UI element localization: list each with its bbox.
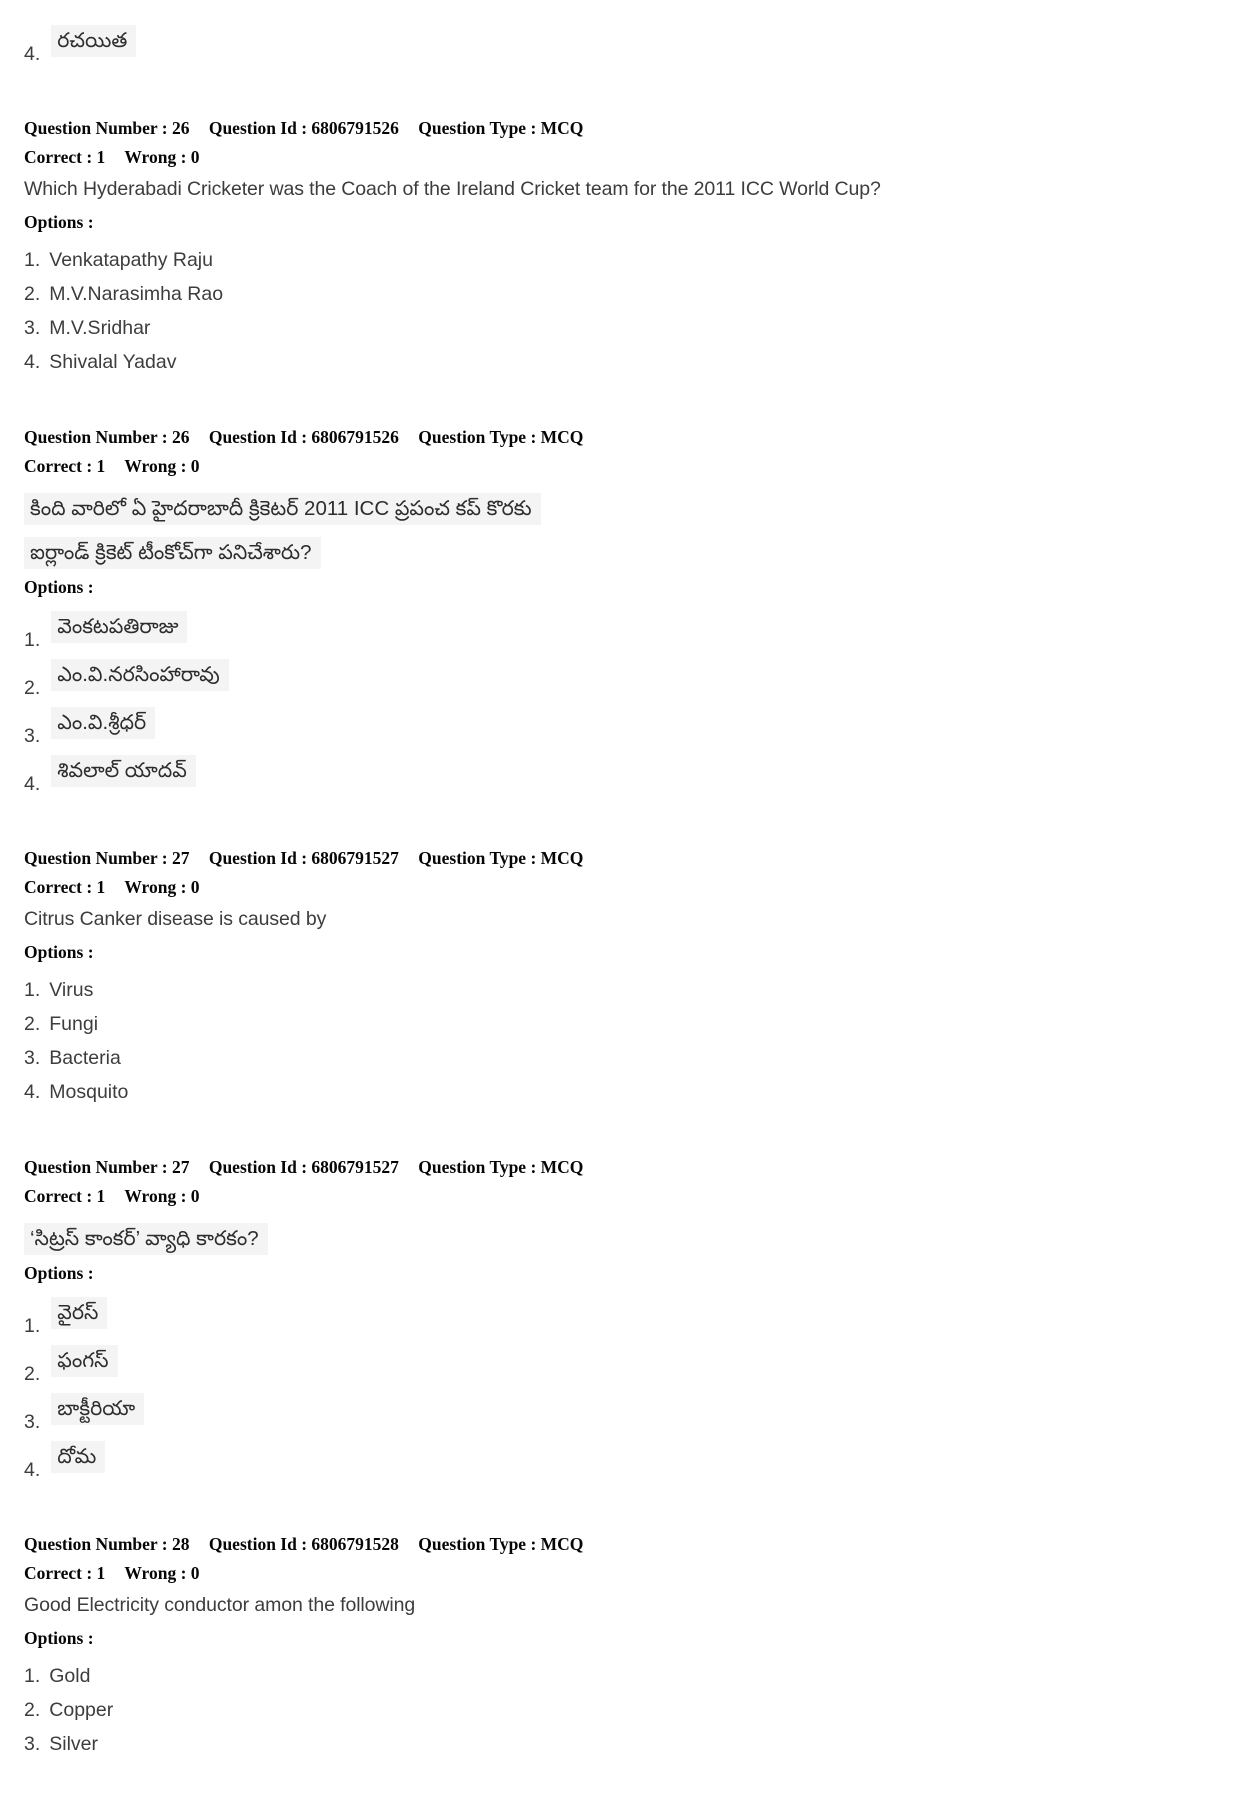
question-text: Which Hyderabadi Cricketer was the Coach of the Ireland Cricket team for the 2011 ICC World Cup? <box>24 178 881 200</box>
option-text-telugu: శివలాల్ యాదవ్ <box>51 755 196 787</box>
option-4 <box>24 1445 1210 1481</box>
question-id-label: Question Id : 6806791526 <box>208 118 399 138</box>
options-label: Options : <box>24 577 94 597</box>
question-text: Citrus Canker disease is caused by <box>24 908 327 930</box>
question-block-26-telugu <box>24 423 1210 794</box>
option-number: 1. <box>24 1315 41 1337</box>
option-text: Copper <box>49 1699 114 1721</box>
option-text: Shivalal Yadav <box>49 351 177 373</box>
options-label: Options : <box>24 212 94 232</box>
question-type-label: Question Type : MCQ <box>418 1534 584 1554</box>
options-label: Options : <box>24 1263 94 1283</box>
marks-line <box>24 452 1210 481</box>
option-number: 1. <box>24 979 41 1001</box>
question-block-26-english <box>24 114 1210 373</box>
option-3 <box>24 1397 1210 1433</box>
question-text-telugu-line-1: కింది వారిలో ఏ హైదరాబాదీ క్రికెటర్ 2011 ICC ప్రపంచ కప్ కొరకు <box>24 493 1210 525</box>
question-meta-line <box>24 1153 1210 1182</box>
option-3 <box>24 1733 1210 1755</box>
option-number: 2. <box>24 677 41 699</box>
option-2 <box>24 1013 1210 1035</box>
question-type-label: Question Type : MCQ <box>418 427 584 447</box>
wrong-marks-label: Wrong : 0 <box>124 1563 200 1583</box>
wrong-marks-label: Wrong : 0 <box>124 1186 200 1206</box>
question-type-label: Question Type : MCQ <box>418 1157 584 1177</box>
option-1 <box>24 615 1210 651</box>
option-text: Bacteria <box>49 1047 121 1069</box>
option-number: 1. <box>24 629 41 651</box>
previous-question-option-4 <box>24 29 1210 65</box>
question-id-label: Question Id : 6806791528 <box>208 1534 399 1554</box>
option-text: M.V.Sridhar <box>49 317 151 339</box>
option-number: 4. <box>24 43 41 65</box>
option-number: 4. <box>24 1081 41 1103</box>
correct-marks-label: Correct : 1 <box>24 877 106 897</box>
option-1 <box>24 979 1210 1001</box>
question-id-label: Question Id : 6806791527 <box>208 848 399 868</box>
question-number-label: Question Number : 27 <box>24 848 190 868</box>
option-3 <box>24 1047 1210 1069</box>
option-2 <box>24 1349 1210 1385</box>
correct-marks-label: Correct : 1 <box>24 1186 106 1206</box>
question-number-label: Question Number : 26 <box>24 427 190 447</box>
option-2 <box>24 663 1210 699</box>
question-meta-line <box>24 844 1210 873</box>
option-4 <box>24 1081 1210 1103</box>
option-number: 4. <box>24 773 41 795</box>
option-text: Silver <box>49 1733 99 1755</box>
option-number: 1. <box>24 249 41 271</box>
option-text: Virus <box>49 979 94 1001</box>
option-text: Mosquito <box>49 1081 129 1103</box>
option-number: 2. <box>24 1699 41 1721</box>
option-text: Gold <box>49 1665 91 1687</box>
option-text-telugu: ఎం.వి.నరసింహారావు <box>51 659 228 691</box>
option-text-telugu: వెంకటపతిరాజు <box>51 611 187 643</box>
option-1 <box>24 1665 1210 1687</box>
option-3 <box>24 711 1210 747</box>
question-meta-line <box>24 423 1210 452</box>
question-meta-line <box>24 114 1210 143</box>
option-text-telugu: దోమ <box>51 1441 105 1473</box>
option-number: 3. <box>24 1411 41 1433</box>
marks-line <box>24 1182 1210 1211</box>
option-text-telugu: బాక్టీరియా <box>51 1393 144 1425</box>
option-text-telugu: ఫంగస్ <box>51 1345 117 1377</box>
option-4 <box>24 351 1210 373</box>
option-number: 4. <box>24 1459 41 1481</box>
option-text: M.V.Narasimha Rao <box>49 283 224 305</box>
option-text-telugu: వైరస్ <box>51 1297 107 1329</box>
question-text-telugu: ‘సిట్రస్ కాంకర్’ వ్యాధి కారకం? <box>24 1223 1210 1255</box>
option-4 <box>24 759 1210 795</box>
option-text-telugu: ఎం.వి.శ్రీధర్ <box>51 707 155 739</box>
option-text-telugu: రచయిత <box>51 25 136 57</box>
option-number: 2. <box>24 1013 41 1035</box>
question-type-label: Question Type : MCQ <box>418 118 584 138</box>
question-number-label: Question Number : 26 <box>24 118 190 138</box>
option-number: 4. <box>24 351 41 373</box>
option-3 <box>24 317 1210 339</box>
option-number: 3. <box>24 1733 41 1755</box>
question-text-telugu-line-2: ఐర్లాండ్ క్రికెట్ టీంకోచ్‌గా పనిచేశారు? <box>24 537 1210 569</box>
option-number: 2. <box>24 283 41 305</box>
wrong-marks-label: Wrong : 0 <box>124 147 200 167</box>
question-type-label: Question Type : MCQ <box>418 848 584 868</box>
option-number: 1. <box>24 1665 41 1687</box>
option-number: 3. <box>24 725 41 747</box>
marks-line <box>24 873 1210 902</box>
option-2 <box>24 1699 1210 1721</box>
option-number: 3. <box>24 1047 41 1069</box>
marks-line <box>24 143 1210 172</box>
options-label: Options : <box>24 942 94 962</box>
correct-marks-label: Correct : 1 <box>24 1563 106 1583</box>
question-block-27-telugu <box>24 1153 1210 1480</box>
option-2 <box>24 283 1210 305</box>
correct-marks-label: Correct : 1 <box>24 147 106 167</box>
question-block-27-english <box>24 844 1210 1103</box>
option-number: 2. <box>24 1363 41 1385</box>
question-meta-line <box>24 1530 1210 1559</box>
question-block-28-english <box>24 1530 1210 1755</box>
question-id-label: Question Id : 6806791526 <box>208 427 399 447</box>
question-number-label: Question Number : 27 <box>24 1157 190 1177</box>
question-number-label: Question Number : 28 <box>24 1534 190 1554</box>
question-id-label: Question Id : 6806791527 <box>208 1157 399 1177</box>
wrong-marks-label: Wrong : 0 <box>124 456 200 476</box>
marks-line <box>24 1559 1210 1588</box>
option-text: Fungi <box>49 1013 99 1035</box>
option-text: Venkatapathy Raju <box>49 249 213 271</box>
options-label: Options : <box>24 1628 94 1648</box>
option-number: 3. <box>24 317 41 339</box>
option-1 <box>24 249 1210 271</box>
question-text: Good Electricity conductor amon the following <box>24 1594 416 1616</box>
wrong-marks-label: Wrong : 0 <box>124 877 200 897</box>
correct-marks-label: Correct : 1 <box>24 456 106 476</box>
option-1 <box>24 1301 1210 1337</box>
